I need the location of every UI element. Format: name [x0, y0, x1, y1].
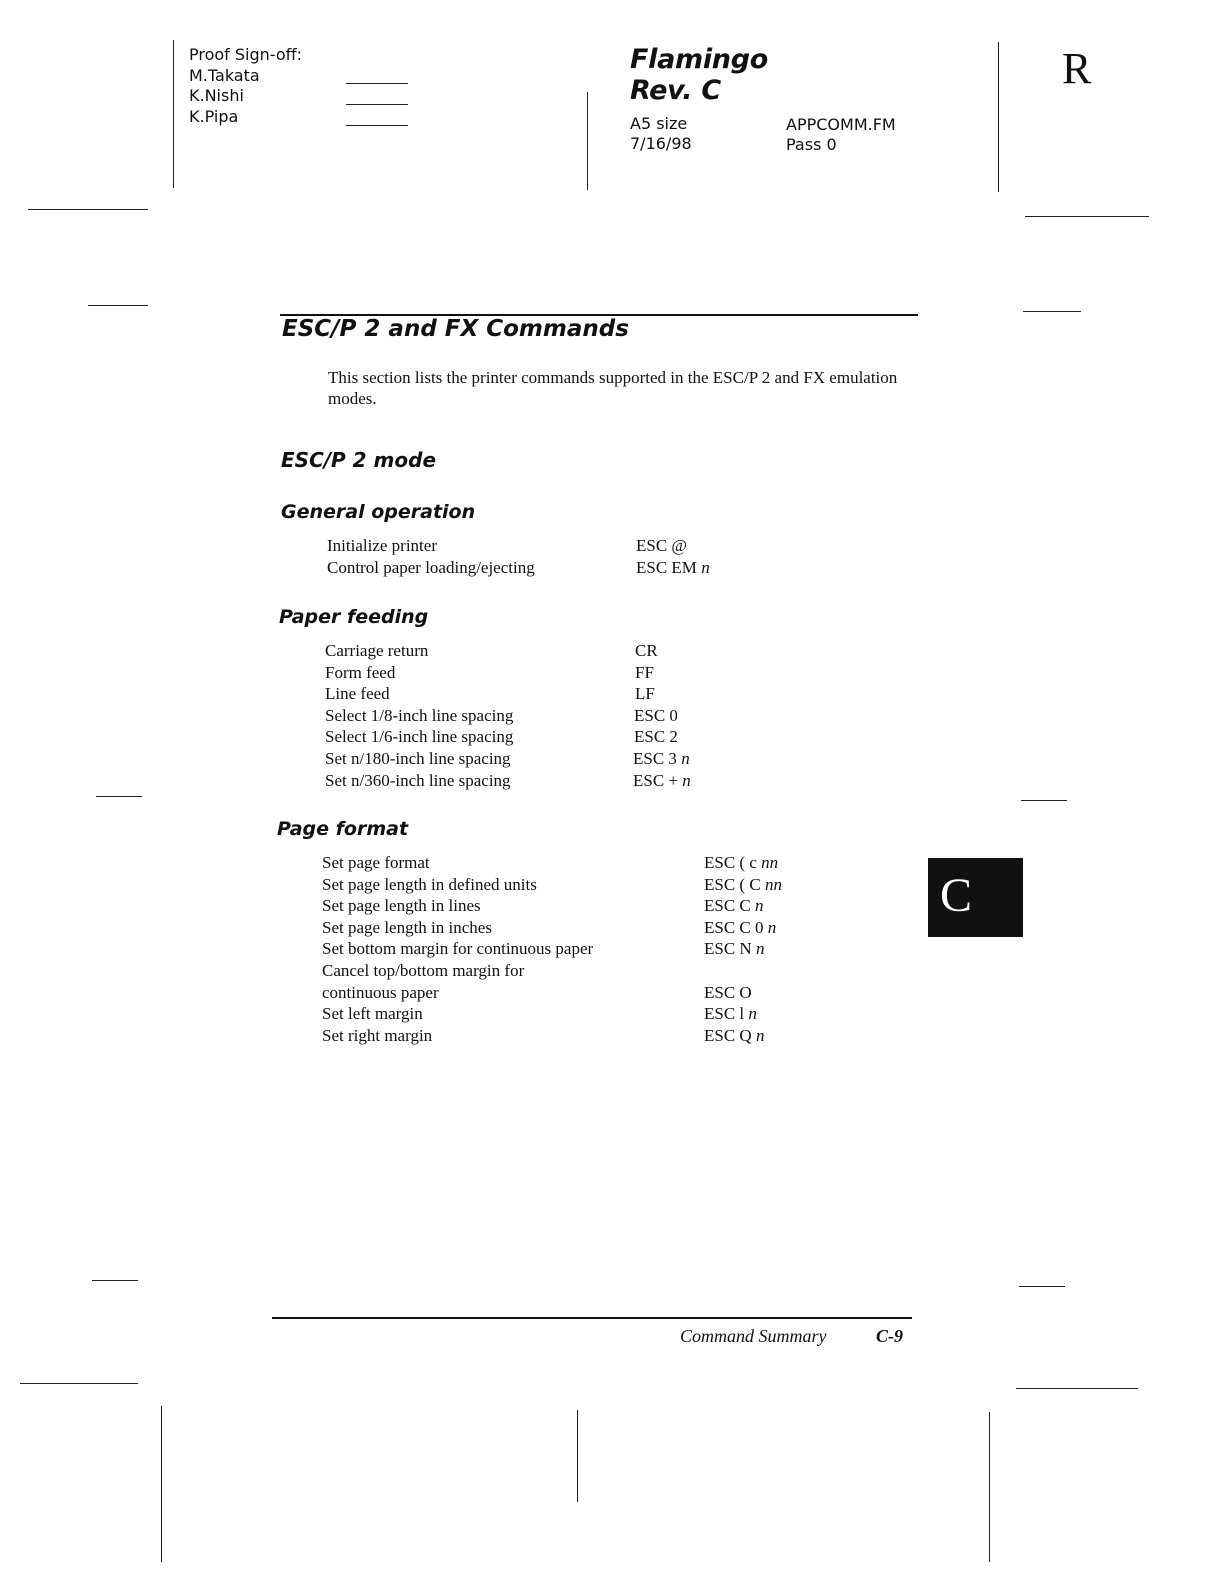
doc-file: APPCOMM.FM: [786, 115, 896, 134]
command-row: [325, 640, 825, 662]
command-row: [322, 1025, 842, 1047]
command-list-paper: [325, 640, 825, 791]
group-heading-format: Page format: [277, 818, 409, 840]
command-label: Form feed: [325, 662, 396, 682]
product-title: [630, 44, 768, 106]
proof-signoff: [189, 45, 302, 127]
crop-mark: [20, 1383, 138, 1384]
footer-title: Command Summary: [680, 1326, 827, 1346]
command-row: [322, 874, 842, 896]
signature-line: [346, 83, 408, 84]
chapter-tab-letter: C: [940, 869, 973, 922]
command-label: Control paper loading/ejecting: [327, 557, 535, 577]
signer-name: M.Takata: [189, 65, 260, 85]
command-code: ESC ( C nn: [704, 874, 782, 894]
command-row: [325, 662, 825, 684]
command-row: [325, 726, 825, 748]
command-label: Set page format: [322, 853, 430, 872]
doc-size: A5 size: [630, 114, 688, 133]
command-label: Set right margin: [322, 1025, 433, 1045]
command-code: ESC l n: [704, 1004, 757, 1024]
command-label: Set page length in defined units: [322, 874, 537, 894]
command-label: Initialize printer: [327, 536, 437, 555]
intro-paragraph: This section lists the printer commands supported in the ESC/P 2 and FX emulation modes.: [328, 368, 898, 408]
group-heading-general: General operation: [281, 501, 476, 523]
footer-rule: [272, 1317, 912, 1319]
command-code: CR: [635, 641, 658, 660]
command-code: ESC O: [704, 982, 752, 1002]
section-title: ESC/P 2 and FX Commands: [282, 316, 629, 342]
command-code: LF: [635, 684, 655, 704]
command-label: Cancel top/bottom margin for: [322, 960, 525, 980]
crop-mark: [92, 1280, 138, 1281]
crop-mark: [998, 42, 999, 192]
command-row: [327, 557, 827, 579]
command-row: [322, 895, 842, 917]
command-row: [322, 938, 842, 960]
command-code: ESC ( c nn: [704, 853, 779, 872]
command-label: Set n/180-inch line spacing: [325, 748, 511, 768]
command-code: ESC 3 n: [633, 748, 690, 768]
mode-heading: ESC/P 2 mode: [281, 448, 437, 472]
crop-mark: [587, 92, 588, 190]
crop-mark: [28, 209, 148, 210]
proof-signoff-title: Proof Sign-off:: [189, 45, 303, 64]
doc-pass: Pass 0: [786, 135, 837, 154]
crop-mark: [161, 1406, 162, 1562]
command-row: [322, 982, 842, 1004]
command-label: Line feed: [325, 684, 390, 704]
command-label: Carriage return: [325, 641, 429, 660]
crop-mark: [1021, 800, 1067, 801]
command-code: ESC 0: [634, 705, 678, 725]
command-row: [325, 683, 825, 705]
command-row: [325, 770, 825, 792]
command-code: ESC N n: [704, 939, 765, 959]
crop-mark: [989, 1412, 990, 1562]
command-label: Select 1/6-inch line spacing: [325, 727, 514, 747]
command-label: Set bottom margin for continuous paper: [322, 939, 594, 959]
command-row: [322, 1003, 842, 1025]
corner-mark: R: [1062, 44, 1092, 93]
command-code: ESC 2: [634, 727, 678, 747]
doc-date: 7/16/98: [630, 134, 692, 153]
crop-mark: [577, 1410, 578, 1502]
command-row: [327, 535, 827, 557]
command-row: [322, 917, 842, 939]
crop-mark: [173, 40, 174, 188]
command-row: [322, 960, 842, 982]
command-code: ESC EM n: [636, 557, 710, 577]
page-number: C-9: [876, 1326, 903, 1346]
crop-mark: [1023, 311, 1081, 312]
signer-name: K.Nishi: [189, 86, 244, 105]
command-code: ESC C n: [704, 896, 764, 916]
crop-mark: [1016, 1388, 1138, 1389]
command-list-general: [327, 535, 827, 578]
group-heading-paper: Paper feeding: [279, 606, 429, 628]
command-row: [322, 852, 842, 874]
command-label: Set n/360-inch line spacing: [325, 770, 511, 790]
crop-mark: [88, 305, 148, 306]
crop-mark: [1025, 216, 1149, 217]
command-label: Set left margin: [322, 1004, 423, 1024]
crop-mark: [1019, 1286, 1065, 1287]
command-label: Set page length in inches: [322, 917, 492, 937]
chapter-tab: [928, 858, 1023, 937]
signature-line: [346, 104, 408, 105]
command-list-format: [322, 852, 842, 1046]
command-code: ESC C 0 n: [704, 917, 777, 937]
signature-line: [346, 125, 408, 126]
command-label: continuous paper: [322, 982, 439, 1002]
crop-mark: [96, 796, 142, 797]
product-name: Flamingo: [630, 44, 769, 75]
signer-name: K.Pipa: [189, 106, 239, 126]
command-row: [325, 748, 825, 770]
command-code: ESC @: [636, 536, 688, 555]
command-code: FF: [635, 662, 654, 682]
command-code: ESC + n: [633, 770, 691, 790]
command-label: Select 1/8-inch line spacing: [325, 705, 514, 725]
command-label: Set page length in lines: [322, 896, 481, 916]
command-code: ESC Q n: [704, 1025, 765, 1045]
revision-label: Rev. C: [630, 75, 721, 106]
command-row: [325, 705, 825, 727]
